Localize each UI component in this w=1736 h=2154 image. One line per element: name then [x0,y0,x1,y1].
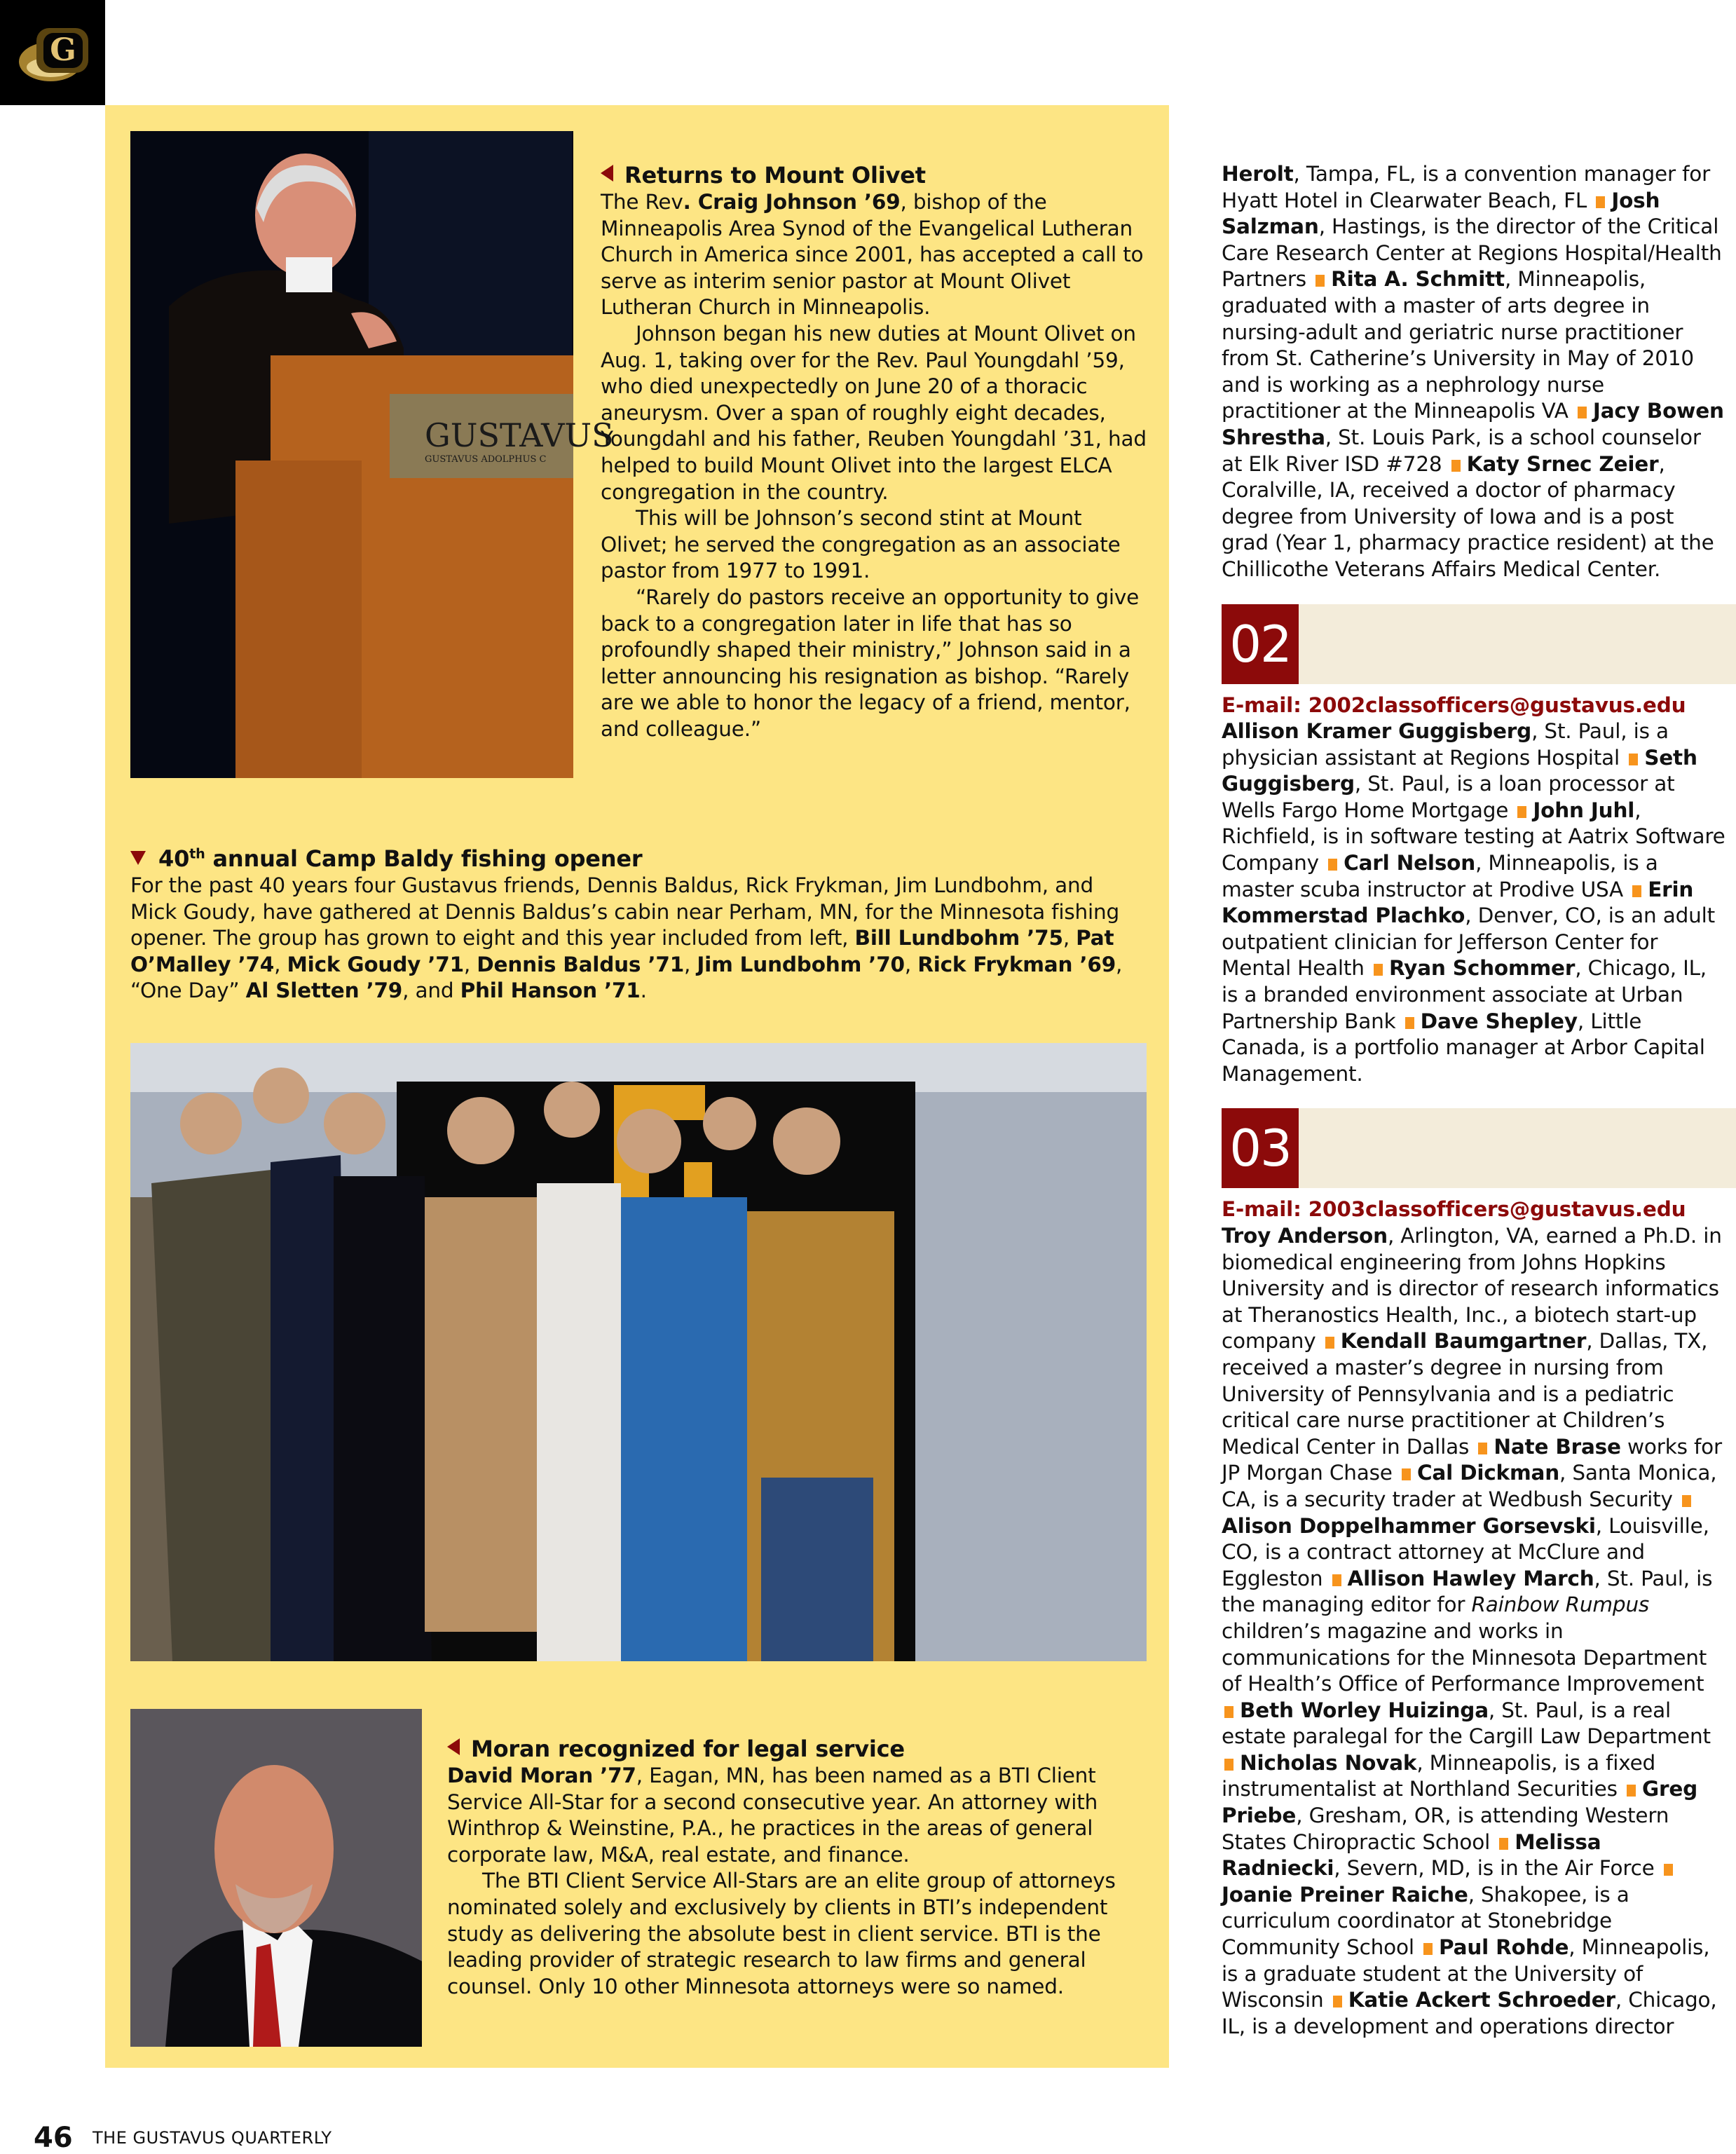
text-run: , Chicago, IL, is a branded environment associate at Urban Partnership Bank [1222,956,1707,1033]
class-email-link[interactable]: E-mail: 2002classofficers@gustavus.edu [1222,693,1686,717]
class-year-number: 02 [1222,604,1299,684]
person-name: Troy Anderson [1222,1224,1388,1248]
bullet-separator-icon [1578,407,1587,418]
text-run: , Arlington, VA, earned a Ph.D. in biomedical engineering from Johns Hopkins University and is director of research informatics at Theranostics Health, Inc., a biotech start-up company [1222,1224,1722,1354]
svg-text:GUSTAVUS ADOLPHUS C: GUSTAVUS ADOLPHUS C [425,454,547,465]
text-run: , Santa Monica, CA, is a security trader at Wedbush Security [1222,1461,1717,1511]
text-run: works for JP Morgan Chase [1222,1434,1722,1485]
class-ring-logo [0,0,105,105]
story-camp-baldy [130,845,1140,1004]
bullet-separator-icon [1451,460,1461,472]
bullet-separator-icon [1682,1495,1691,1507]
person-name: Jacy Bowen Shrestha [1222,399,1724,449]
person-name: Kendall Baumgartner [1340,1329,1587,1354]
bullet-separator-icon [1405,1017,1414,1029]
bullet-separator-icon [1423,1943,1433,1955]
text-run: , Gresham, OR, is attending Western States Chiropractic School [1222,1804,1669,1854]
text-run: children’s magazine and works in communications for the Minnesota Department of Health’s Office of Performance Improvement [1222,1618,1707,1696]
story-headline: 40th annual Camp Baldy fishing opener [130,845,1140,873]
person-name: Cal Dickman [1416,1461,1560,1485]
arrow-left-icon [601,165,613,182]
person-name: Ryan Schommer [1388,956,1576,981]
text-run: , Shakopee, is a curriculum coordinator at Stonebridge Community School [1222,1882,1629,1960]
story-paragraph: Johnson began his new duties at Mount Olivet on Aug. 1, taking over for the Rev. Paul Youngdahl ’59, who died unexpectedly on June 20 of a thoracic aneurysm. Over a span of roughly eight decades, Youngdahl and his father, Reuben Youngdahl ’31, had helped to build Mount Olivet into the largest ELCA congregation in the country. [601,321,1147,504]
person-name: Greg Priebe [1222,1777,1698,1828]
class-email-link[interactable]: E-mail: 2003classofficers@gustavus.edu [1222,1197,1686,1222]
text-run: , [463,952,477,976]
person-name: Bill Lundbohm ’75 [854,926,1063,950]
story-paragraph [130,873,1140,1004]
bullet-separator-icon [1629,754,1638,765]
person-name: Josh Salzman [1222,188,1660,239]
publication-title-italic: Rainbow Rumpus [1471,1593,1650,1617]
person-name: Phil Hanson ’71 [460,979,641,1003]
story-paragraph [601,189,1154,321]
class-notes-body [1222,1223,1726,2040]
text-run: , Hastings, is the director of the Critical Care Research Center at Regions Hospital/Health Partners [1222,214,1722,292]
svg-text:G: G [50,32,76,68]
text-run: , [904,952,918,976]
page-number: 46 [34,2122,73,2154]
story-moran [447,1735,1155,2000]
text-run: , Minneapolis, is a graduate student at the University of Wisconsin [1222,1935,1710,2012]
bullet-separator-icon [1664,1864,1673,1876]
person-name: Joanie Preiner Raiche [1222,1882,1468,1907]
class-year-number: 03 [1222,1108,1299,1188]
class-notes-body [1222,718,1726,1087]
text-run: , Tampa, FL, is a convention manager for Hyatt Hotel in Clearwater Beach, FL [1222,162,1711,212]
publication-title: THE GUSTAVUS QUARTERLY [93,2128,332,2148]
person-name: Rick Frykman ’69 [917,952,1116,976]
person-name: Erin Kommerstad Plachko [1222,877,1694,928]
story-headline: Moran recognized for legal service [447,1735,1155,1763]
person-name: Carl Nelson [1344,851,1476,875]
person-name: Nicholas Novak [1240,1750,1417,1775]
text-run: , Louisville, CO, is a contract attorney at McClure and Eggleston [1222,1513,1709,1590]
story-mount-olivet [601,161,1154,742]
class-ring-g-icon [0,0,105,105]
person-name: . Craig Johnson ’69 [683,190,901,214]
person-name: Rita A. Schmitt [1331,267,1505,292]
text-run: , [274,952,287,976]
photo-johnson-podium [130,131,614,778]
story-paragraph: “Rarely do pastors receive an opportunity to give back to a congregation later in life that has so profoundly shaped their ministry,” Johnson said in a letter announcing his resignation as bishop. “Rarely are we able to honor the legacy of a friend, mentor, and colleague.” [601,585,1140,741]
person-name: David Moran ’77 [447,1764,636,1787]
text-run: , Richfield, is in software testing at Aatrix Software Company [1222,798,1725,875]
text-run: , Minneapolis, is a fixed instrumentalist at Northland Securities [1222,1750,1656,1801]
person-name: Dave Shepley [1420,1009,1578,1033]
arrow-left-icon [447,1738,460,1755]
bullet-separator-icon [1374,964,1383,976]
bullet-separator-icon [1632,885,1641,897]
person-name: Seth Guggisberg [1222,745,1697,796]
story-paragraph: This will be Johnson’s second stint at Mount Olivet; he served the congregation as an associate pastor from 1977 to 1991. [601,506,1121,583]
bullet-separator-icon [1478,1443,1487,1454]
text-run: , Chicago, IL, is a development and operations director [1222,1988,1717,2038]
person-name: Katie Ackert Schroeder [1348,1988,1615,2012]
class-year-header [1222,1108,1736,1188]
person-name: Melissa Radniecki [1222,1829,1601,1881]
text-run: , Eagan, MN, has been named as a BTI Client Service All-Star for a second consecutive year. An attorney with Winthrop & Weinstine, P.A., he practices in the areas of general corporate law, M&A, real estate, and finance. [447,1764,1098,1867]
text-run: . [640,979,647,1003]
photo-david-moran [130,1709,422,2047]
text-run: The Rev [601,190,683,214]
bullet-separator-icon [1596,196,1605,208]
bullet-separator-icon [1333,1996,1342,2008]
bullet-separator-icon [1332,1574,1341,1586]
svg-text:GUSTAVUS: GUSTAVUS [425,416,614,454]
person-name: Nate Brase [1494,1434,1621,1459]
person-name: Jim Lundbohm ’70 [697,952,905,976]
text-run: , bishop of the Minneapolis Area Synod of the Evangelical Lutheran Church in America since 2001, has accepted a call to serve as interim senior pastor at Mount Olivet Lutheran Church in Minneapolis. [601,190,1144,320]
text-run: , Minneapolis, graduated with a master of arts degree in nursing-adult and geriatric nurse practitioner from St. Catherine’s University in May of 2010 and is working as a nephrology nurse practitioner at the Minneapolis VA [1222,267,1694,423]
person-name: Dennis Baldus ’71 [477,952,685,976]
story-paragraph [447,1763,1155,1868]
bullet-separator-icon [1328,859,1337,871]
text-run: , Coralville, IA, received a doctor of pharmacy degree from University of Iowa and is a post grad (Year 1, pharmacy practice resident) at the Chillicothe Veterans Affairs Medical Center. [1222,451,1714,581]
photo-fishing-group [130,1043,1147,1661]
story-headline: Returns to Mount Olivet [601,161,1154,189]
text-run: , St. Paul, is a real estate paralegal for the Cargill Law Department [1222,1698,1711,1749]
text-run: , St. Paul, is the managing editor for [1222,1566,1713,1617]
text-run: , [684,952,697,976]
arrow-down-icon [130,851,146,865]
text-run: For the past 40 years four Gustavus friends, Dennis Baldus, Rick Frykman, Jim Lundbohm, and Mick Goudy, have gathered at Dennis Baldus’s cabin near Perham, MN, for the Minnesota fishing opener. The group has grown to eight and this year included from left, [130,873,1120,950]
text-run: , St. Paul, is a physician assistant at Regions Hospital [1222,719,1669,770]
person-name: Allison Kramer Guggisberg [1222,719,1532,744]
person-name: Allison Hawley March [1347,1566,1594,1590]
person-name: Paul Rohde [1439,1935,1569,1960]
text-run: , and [402,979,460,1003]
bullet-separator-icon [1224,1706,1233,1718]
story-paragraph: The BTI Client Service All-Stars are an elite group of attorneys nominated solely and exclusively by clients in BTI’s independent study as delivering the absolute best in client service. BTI is the leading provider of strategic research to law firms and general counsel. Only 10 other Minnesota attorneys were so named. [447,1869,1116,1998]
class-year-header [1222,604,1736,684]
person-name: John Juhl [1533,798,1635,822]
person-name: Katy Srnec Zeier [1466,451,1659,476]
text-run: , St. Louis Park, is a school counselor at Elk River ISD #728 [1222,425,1701,476]
class-notes-column [1222,161,1726,2040]
text-run: , Dallas, TX, received a master’s degree in nursing from University of Pennsylvania and is a pediatric critical care nurse practitioner at Children’s Medical Center in Dallas [1222,1329,1708,1459]
person-name: Beth Worley Huizinga [1240,1698,1489,1722]
bullet-separator-icon [1224,1759,1233,1771]
bullet-separator-icon [1499,1838,1508,1850]
text-run: , [1062,926,1077,950]
bullet-separator-icon [1627,1785,1636,1797]
bullet-separator-icon [1315,275,1325,287]
bullet-separator-icon [1517,806,1526,818]
person-name: Herolt [1222,162,1294,186]
person-name: Pat O’Malley ’74 [130,926,1114,976]
text-run: , Denver, CO, is an adult outpatient clinician for Jefferson Center for Mental Health [1222,904,1715,981]
text-run: , Severn, MD, is in the Air Force [1334,1856,1661,1881]
bullet-separator-icon [1325,1337,1334,1349]
text-run: , Little Canada, is a portfolio manager at Arbor Capital Management. [1222,1009,1705,1086]
bullet-separator-icon [1402,1468,1411,1480]
person-name: Alison Doppelhammer Gorsevski [1222,1513,1596,1538]
text-run: , St. Paul, is a loan processor at Wells Fargo Home Mortgage [1222,772,1675,822]
person-name: Mick Goudy ’71 [287,952,464,976]
class-notes-continued [1222,161,1726,583]
person-name: Al Sletten ’79 [245,979,403,1003]
text-run: , “One Day” [130,952,1123,1003]
text-run: , Minneapolis, is a master scuba instructor at Prodive USA [1222,851,1658,901]
